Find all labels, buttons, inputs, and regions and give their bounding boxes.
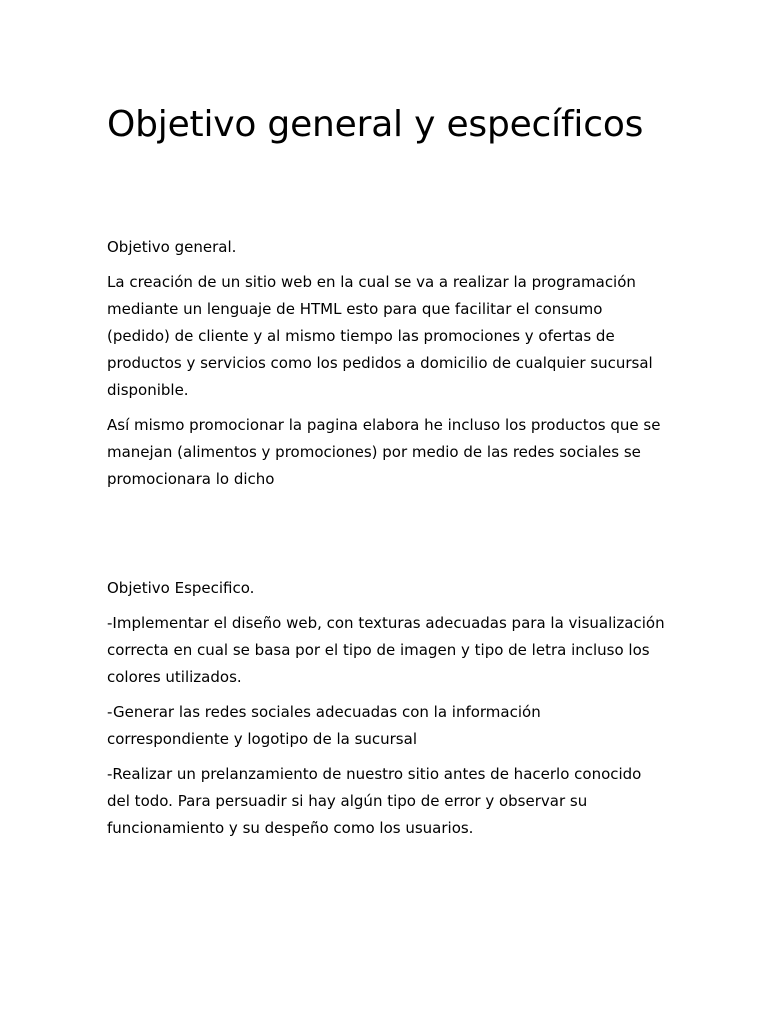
specific-objective-item-3: -Realizar un prelanzamiento de nuestro sitio antes de hacerlo conocido del todo. Para persuadir si hay algún tipo de error y observar su funcionamiento y su despeño como los usuarios.: [107, 765, 642, 837]
general-objective-paragraph-1: La creación de un sitio web en la cual se va a realizar la programación mediante un lenguaje de HTML esto para que facilitar el consumo (pedido) de cliente y al mismo tiempo las promociones y ofertas de productos y servicios como los pedidos a domicilio de cualquier sucursal disponible.: [107, 273, 653, 399]
general-objective-paragraph-2: Así mismo promocionar la pagina elabora he incluso los productos que se manejan (alimentos y promociones) por medio de las redes sociales se promocionara lo dicho: [107, 416, 661, 488]
specific-objective-heading: Objetivo Especifico.: [107, 579, 255, 597]
page-title: Objetivo general y específicos: [107, 104, 644, 145]
specific-objective-item-2: -Generar las redes sociales adecuadas con la información correspondiente y logotipo de la sucursal: [107, 703, 541, 748]
document-body: [107, 98, 667, 842]
general-objective-heading: Objetivo general.: [107, 238, 237, 256]
specific-objective-item-1: -Implementar el diseño web, con texturas adecuadas para la visualización correcta en cual se basa por el tipo de imagen y tipo de letra incluso los colores utilizados.: [107, 614, 665, 686]
